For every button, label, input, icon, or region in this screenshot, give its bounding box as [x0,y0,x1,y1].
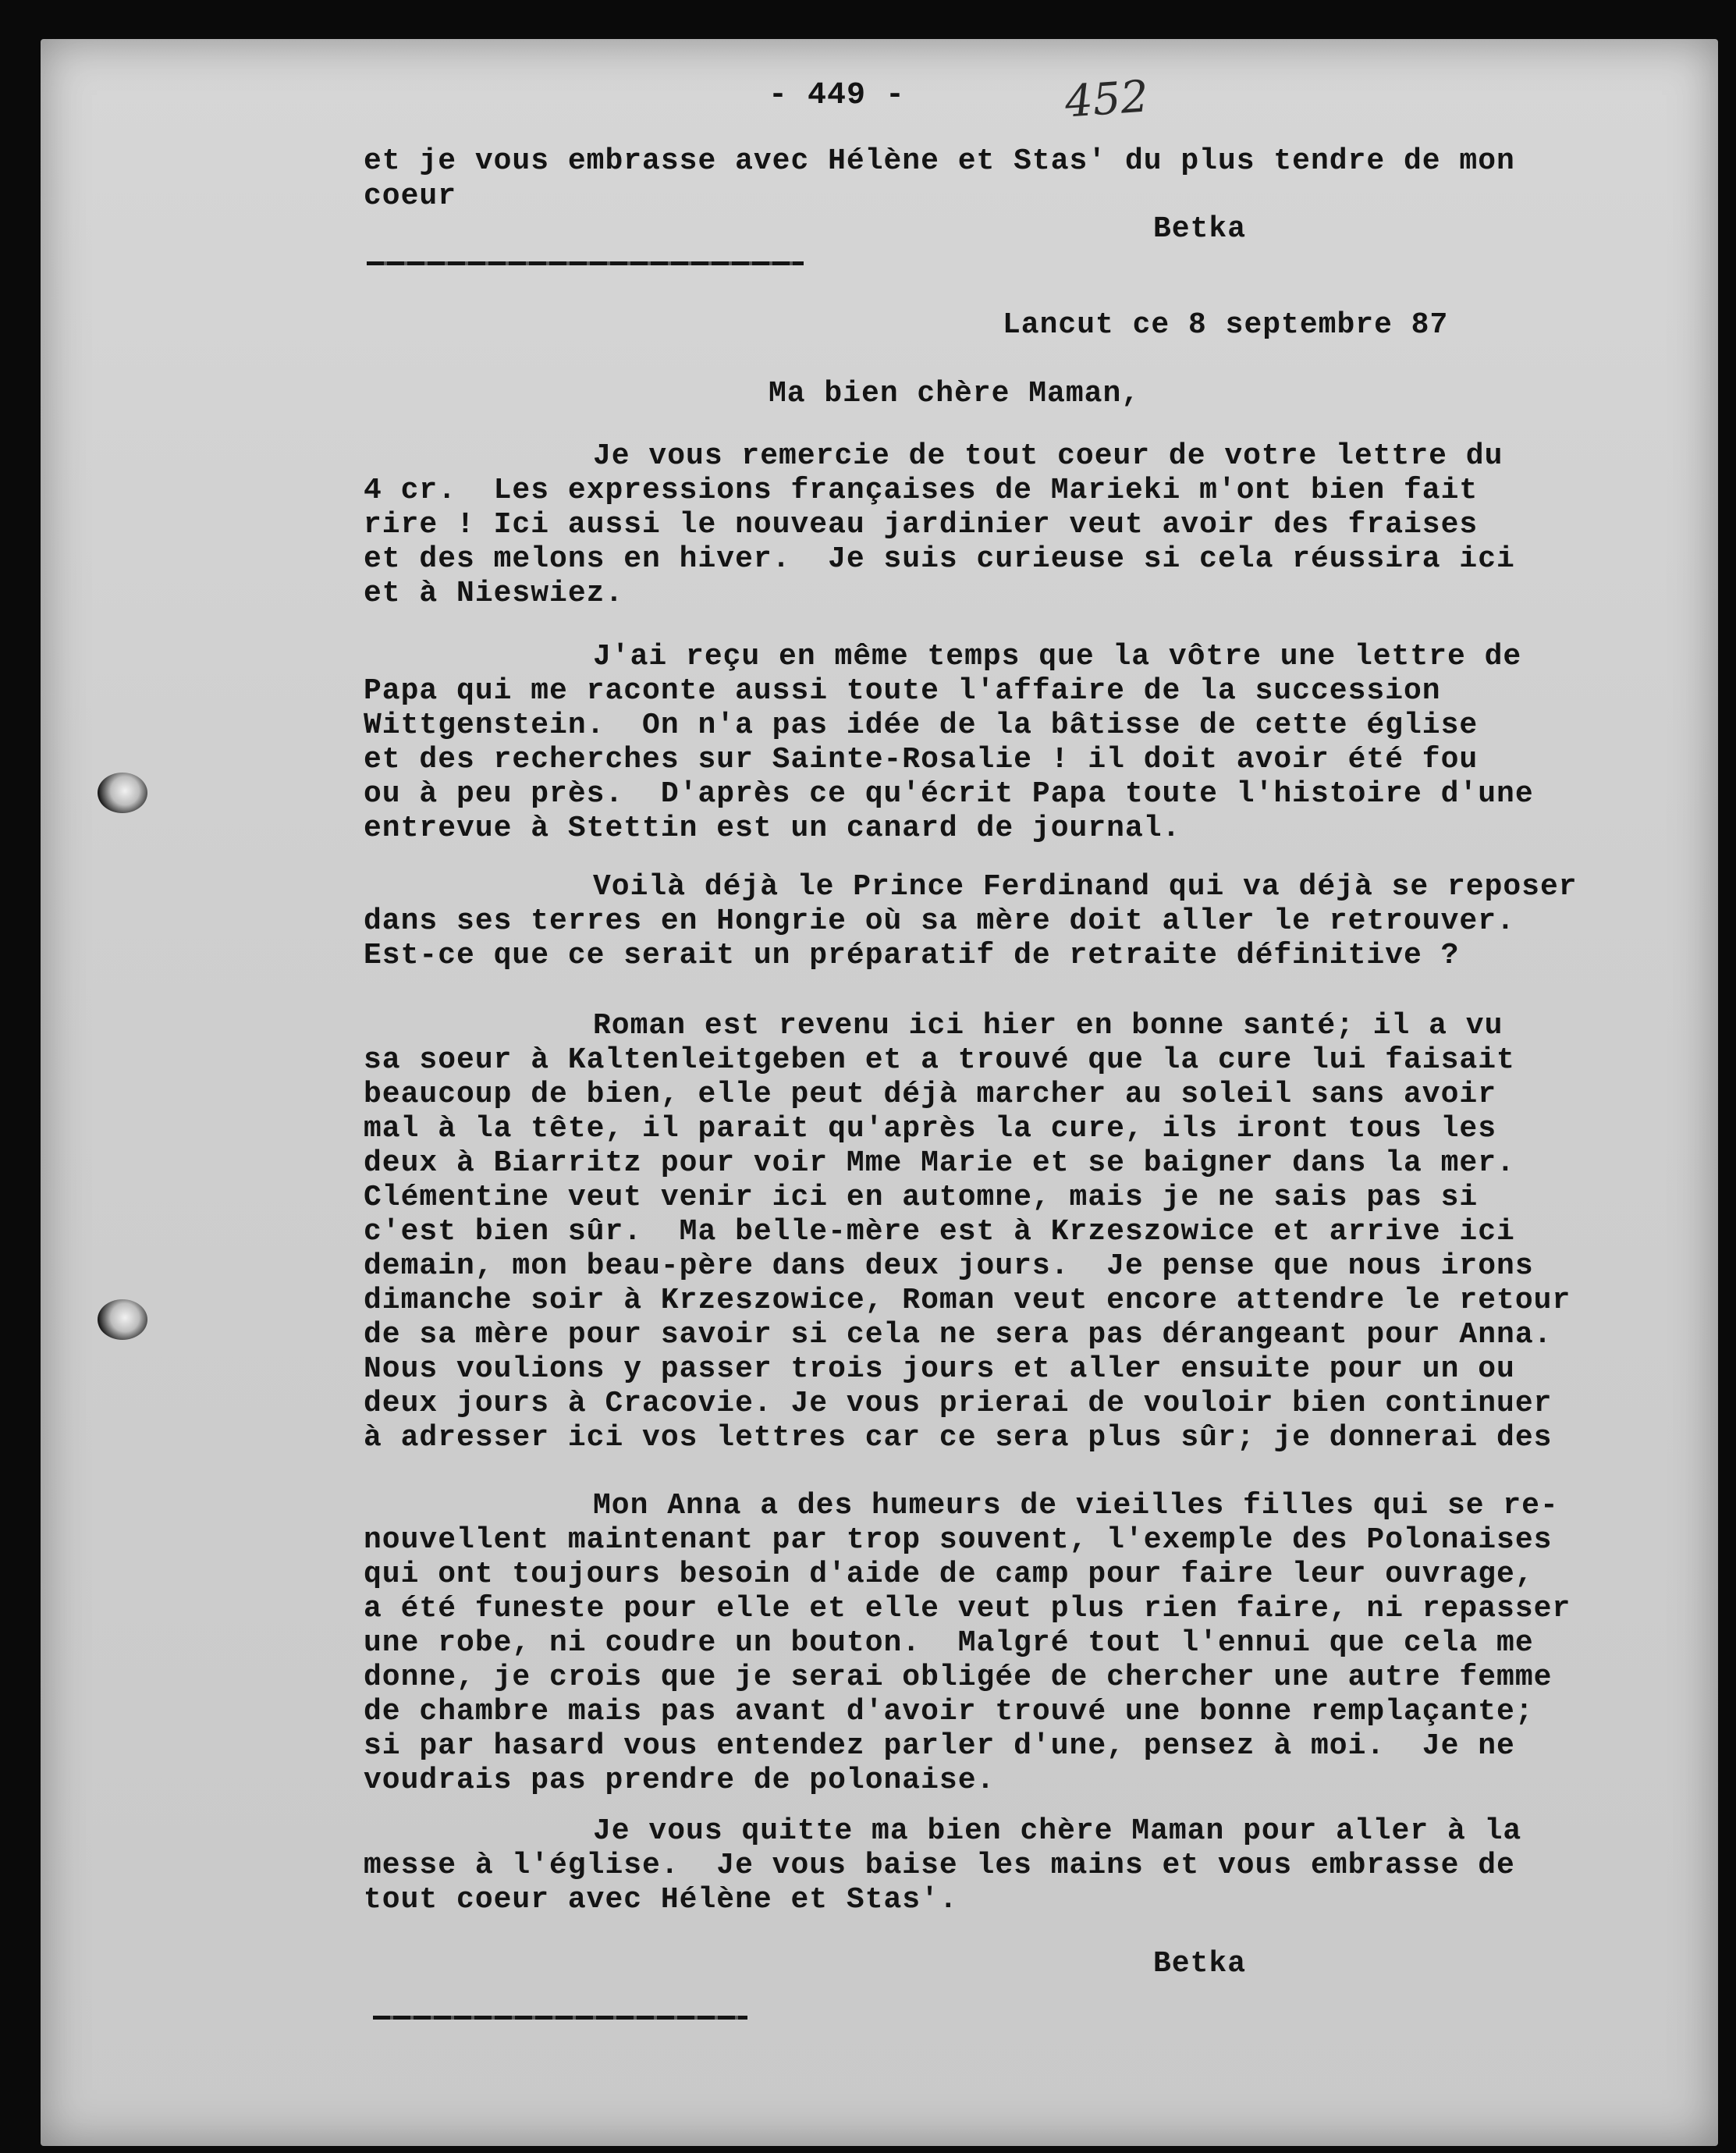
text-line: demain, mon beau-père dans deux jours. Je pense que nous irons [364,1249,1534,1283]
text-line: une robe, ni coudre un bouton. Malgré tout l'ennui que cela me [364,1626,1534,1660]
text-line: de sa mère pour savoir si cela ne sera pas dérangeant pour Anna. [364,1318,1553,1352]
text-line: ou à peu près. D'après ce qu'écrit Papa toute l'histoire d'une [364,777,1534,811]
text-line: c'est bien sûr. Ma belle-mère est à Krzeszowice et arrive ici [364,1215,1515,1249]
text-line: sa soeur à Kaltenleitgeben et a trouvé que la cure lui faisait [364,1043,1515,1077]
text-line: tout coeur avec Hélène et Stas'. [364,1883,958,1917]
divider-rule [373,2016,747,2020]
text-line: Je vous quitte ma bien chère Maman pour aller à la [593,1814,1522,1848]
text-line: entrevue à Stettin est un canard de journal. [364,812,1181,845]
text-line: messe à l'église. Je vous baise les mains et vous embrasse de [364,1849,1515,1882]
text-line: a été funeste pour elle et elle veut plus rien faire, ni repasser [364,1592,1571,1625]
text-line: nouvellent maintenant par trop souvent, l'exemple des Polonaises [364,1523,1553,1557]
signature: Betka [1153,212,1247,246]
punch-hole [98,1299,147,1340]
dateline: Lancut ce 8 septembre 87 [1003,308,1449,342]
text-line: et à Nieswiez. [364,577,624,610]
text-line: Papa qui me raconte aussi toute l'affaire de la succession [364,674,1441,708]
text-line: Voilà déjà le Prince Ferdinand qui va déjà se reposer [593,870,1578,904]
text-line: voudrais pas prendre de polonaise. [364,1764,996,1797]
text-line: et des recherches sur Sainte-Rosalie ! il doit avoir été fou [364,743,1479,776]
text-line: beaucoup de bien, elle peut déjà marcher au soleil sans avoir [364,1078,1497,1111]
text-line: Mon Anna a des humeurs de vieilles filles qui se re- [593,1489,1559,1522]
text-line: si par hasard vous entendez parler d'une, pensez à moi. Je ne [364,1729,1515,1763]
text-line: Nous voulions y passer trois jours et aller ensuite pour un ou [364,1352,1515,1386]
text-line: 4 cr. Les expressions françaises de Marieki m'ont bien fait [364,474,1479,507]
text-line: dimanche soir à Krzeszowice, Roman veut encore attendre le retour [364,1284,1571,1317]
text-line: mal à la tête, il parait qu'après la cure, ils iront tous les [364,1112,1497,1146]
signature: Betka [1153,1947,1247,1981]
page-number: - 449 - [769,78,906,113]
text-line: donne, je crois que je serai obligée de chercher une autre femme [364,1661,1553,1694]
text-line: et des melons en hiver. Je suis curieuse si cela réussira ici [364,542,1515,576]
text-line: Clémentine veut venir ici en automne, mais je ne sais pas si [364,1181,1479,1214]
text-line: Roman est revenu ici hier en bonne santé; il a vu [593,1009,1503,1043]
text-line: J'ai reçu en même temps que la vôtre une lettre de [593,640,1522,673]
salutation: Ma bien chère Maman, [769,377,1141,410]
text-line: rire ! Ici aussi le nouveau jardinier veut avoir des fraises [364,508,1479,542]
text-line: coeur [364,179,457,213]
text-line: Je vous remercie de tout coeur de votre lettre du [593,439,1503,473]
text-line: deux à Biarritz pour voir Mme Marie et se baigner dans la mer. [364,1146,1515,1180]
text-line: qui ont toujours besoin d'aide de camp pour faire leur ouvrage, [364,1558,1534,1591]
text-line: dans ses terres en Hongrie où sa mère doit aller le retrouver. [364,904,1515,938]
text-line: Wittgenstein. On n'a pas idée de la bâtisse de cette église [364,709,1479,742]
text-line: à adresser ici vos lettres car ce sera plus sûr; je donnerai des [364,1421,1553,1455]
divider-rule [367,261,804,265]
punch-hole [98,773,147,813]
handwritten-page-number: 452 [1063,71,1151,128]
text-line: de chambre mais pas avant d'avoir trouvé une bonne remplaçante; [364,1695,1534,1728]
text-line: deux jours à Cracovie. Je vous prierai de vouloir bien continuer [364,1387,1553,1420]
text-line: et je vous embrasse avec Hélène et Stas' du plus tendre de mon [364,144,1515,178]
text-line: Est-ce que ce serait un préparatif de retraite définitive ? [364,939,1460,972]
